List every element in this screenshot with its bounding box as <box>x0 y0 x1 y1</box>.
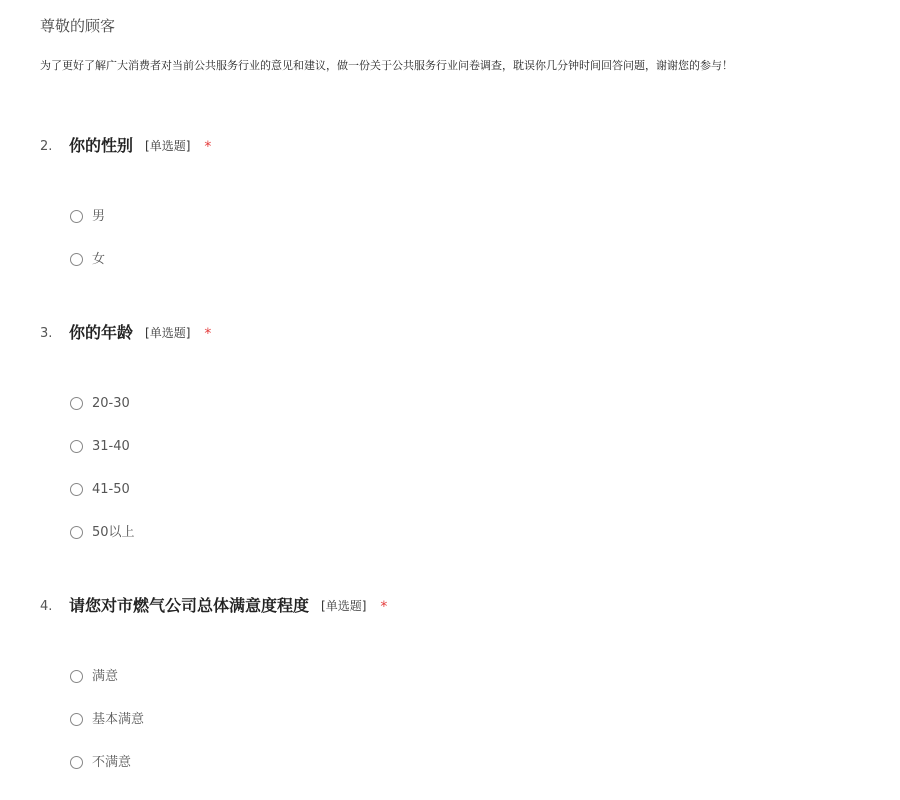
question-number: 2. <box>40 139 53 154</box>
option-radio[interactable] <box>70 206 105 226</box>
question-title-text: 你的年龄 <box>69 323 134 342</box>
question-number: 4. <box>40 599 53 614</box>
question-gender <box>40 135 900 267</box>
question-title <box>69 135 211 158</box>
required-marker: * <box>204 326 212 342</box>
option-label: 基本满意 <box>92 712 145 727</box>
question-type-label: [单选题] <box>145 326 191 340</box>
option-label: 41-50 <box>92 482 130 497</box>
question-satisfaction <box>40 595 900 770</box>
question-type-label: [单选题] <box>145 139 191 153</box>
radio-button[interactable] <box>70 756 83 769</box>
radio-button[interactable] <box>70 526 83 539</box>
question-title-text: 请您对市燃气公司总体满意度程度 <box>69 596 310 615</box>
option-radio[interactable] <box>70 393 130 413</box>
option-radio[interactable] <box>70 479 130 499</box>
intro-text: 为了更好了解广大消费者对当前公共服务行业的意见和建议，做一份关于公共服务行业问卷调查，耽误你几分钟时间回答问题，谢谢您的参与！ <box>40 59 733 72</box>
intro-title: 尊敬的顾客 <box>40 17 116 35</box>
question-type-label: [单选题] <box>321 599 367 613</box>
option-radio[interactable] <box>70 709 144 729</box>
radio-button[interactable] <box>70 713 83 726</box>
radio-button[interactable] <box>70 440 83 453</box>
question-header <box>40 135 900 159</box>
radio-button[interactable] <box>70 210 83 223</box>
question-title <box>69 595 387 618</box>
option-label: 男 <box>92 209 106 224</box>
option-radio[interactable] <box>70 522 135 542</box>
question-title <box>69 322 211 345</box>
question-header <box>40 595 900 619</box>
radio-button[interactable] <box>70 670 83 683</box>
option-label: 20-30 <box>92 396 130 411</box>
option-radio[interactable] <box>70 752 131 772</box>
option-radio[interactable] <box>70 666 118 686</box>
question-title-text: 你的性别 <box>69 136 134 155</box>
radio-button[interactable] <box>70 397 83 410</box>
question-header <box>40 322 900 346</box>
option-radio[interactable] <box>70 436 130 456</box>
option-label: 满意 <box>92 669 119 684</box>
option-radio[interactable] <box>70 249 105 269</box>
option-label: 31-40 <box>92 439 130 454</box>
radio-button[interactable] <box>70 483 83 496</box>
radio-button[interactable] <box>70 253 83 266</box>
question-number: 3. <box>40 326 53 341</box>
option-label: 女 <box>92 252 106 267</box>
required-marker: * <box>380 599 388 615</box>
question-age <box>40 322 900 540</box>
required-marker: * <box>204 139 212 155</box>
option-label: 50以上 <box>92 525 135 540</box>
option-label: 不满意 <box>92 755 132 770</box>
